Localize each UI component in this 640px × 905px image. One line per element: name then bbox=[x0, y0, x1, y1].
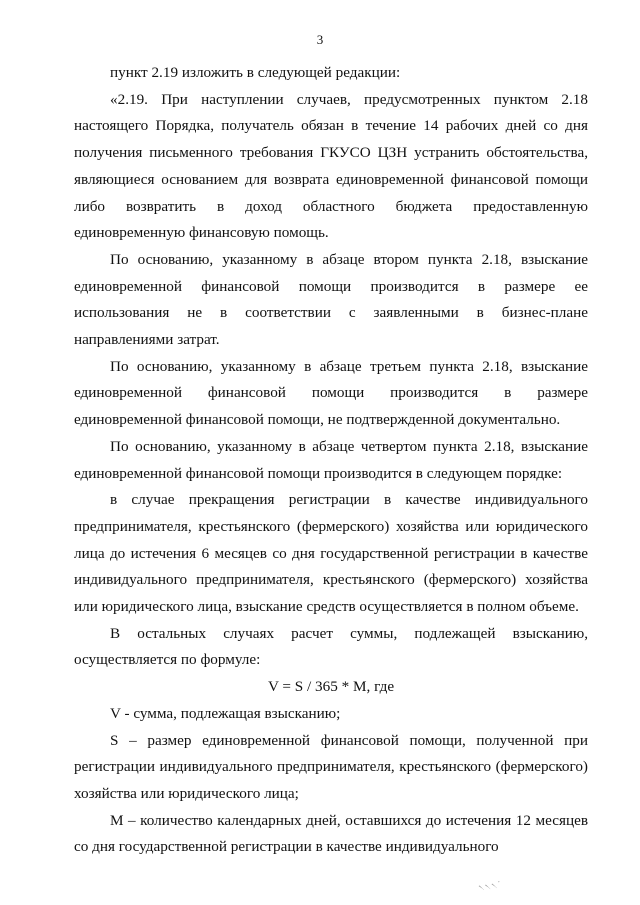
definition-s: S – размер единовременной финансовой помощи, полученной при регистрации индивидуального предпринимателя, крестьянского (фермерского) хозяйства или юридического лица; bbox=[74, 731, 588, 802]
scan-mark: ৲৲৲· bbox=[477, 876, 502, 890]
paragraph-other-cases: В остальных случаях расчет суммы, подлежащей взысканию, осуществляется по формуле: bbox=[74, 624, 588, 669]
paragraph-2-19: «2.19. При наступлении случаев, предусмотренных пунктом 2.18 настоящего Порядка, получатель обязан в течение 14 рабочих дней со дня получения письменного требования ГКУСО ЦЗН устранить обстоятельства, являющиеся основанием для возврата единовременной финансовой помощи либо возвратить в доход областного бюджета предоставленную единовременную финансовую помощь. bbox=[74, 90, 588, 242]
paragraph-third-basis: По основанию, указанному в абзаце третьем пункта 2.18, взыскание единовременной финансовой помощи производится в размере единовременной финансовой помощи, не подтвержденной документально. bbox=[74, 357, 588, 429]
paragraph-fourth-basis: По основанию, указанному в абзаце четвертом пункта 2.18, взыскание единовременной финансовой помощи производится в следующем порядке: bbox=[74, 437, 588, 482]
paragraph-termination-case: в случае прекращения регистрации в качестве индивидуального предпринимателя, крестьянского (фермерского) хозяйства или юридического лица до истечения 6 месяцев со дня государственной регистрации в качестве индивидуального предпринимателя, крестьянского (фермерского) хозяйства или юридического лица, взыскание средств осуществляется в полном объеме. bbox=[74, 491, 588, 616]
paragraph-intro: пункт 2.19 изложить в следующей редакции: bbox=[110, 64, 401, 81]
document-body bbox=[74, 60, 588, 861]
page-number: 3 bbox=[316, 32, 324, 47]
paragraph-second-basis: По основанию, указанному в абзаце втором пункта 2.18, взыскание единовременной финансовой помощи производится в размере ее использования не в соответствии с заявленными в бизнес-плане направлениями затрат. bbox=[74, 250, 588, 349]
formula: V = S / 365 * M, где bbox=[267, 678, 395, 696]
definition-m: М – количество календарных дней, оставшихся до истечения 12 месяцев со дня государственной регистрации в качестве индивидуального bbox=[74, 811, 588, 856]
definition-v: V - сумма, подлежащая взысканию; bbox=[110, 704, 341, 722]
